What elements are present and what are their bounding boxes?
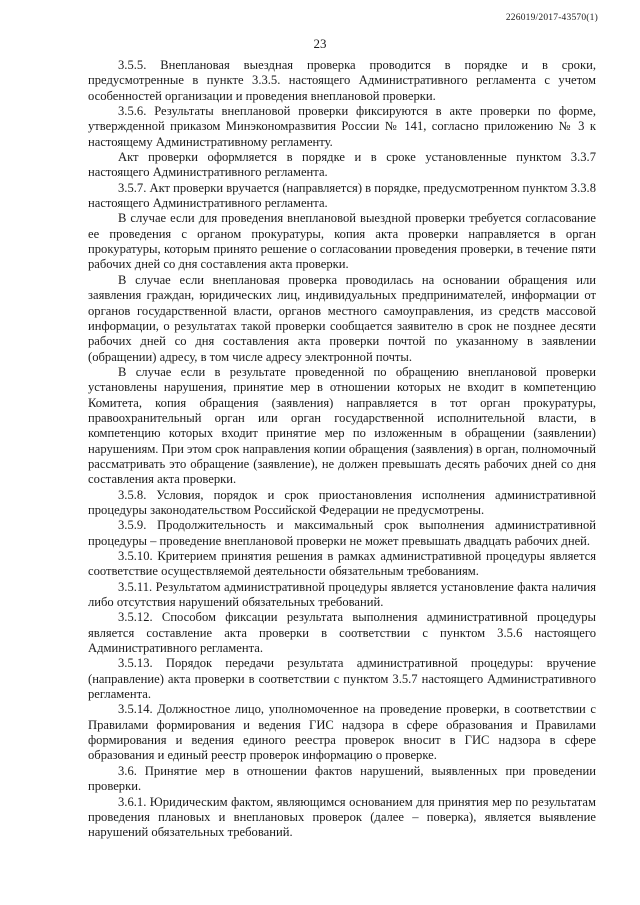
paragraph-violations-referral: В случае если в результате проведенной по обращению внеплановой проверки установлены нарушения, принятие мер в отношении которых не входит в компетенцию Комитета, копия обращения (заявления) направляется в тот орган прокуратуры, правоохранительный орган или орган государственной исполнительной власти, в компетенцию которых входит принятие мер по изложенным в обращении (заявлении) нарушениям. При этом срок направления копии обращения (заявления) в орган, полномочный рассматривать это обращение (заявление), не должен превышать десять рабочих дней со дня составления акта проверки. bbox=[88, 364, 596, 487]
paragraph-3-5-11: 3.5.11. Результатом административной процедуры является установление факта наличия либо отсутствия нарушений обязательных требований. bbox=[88, 579, 596, 610]
paragraph-prosecutor-copy: В случае если для проведения внеплановой выездной проверки требуется согласование ее проведения с органом прокуратуры, копия акта проверки направляется в орган прокуратуры, которым принято решение о согласовании проведения проверки, в течение пяти рабочих дней со дня составления акта проверки. bbox=[88, 211, 596, 272]
paragraph-3-5-10: 3.5.10. Критерием принятия решения в рамках административной процедуры является соответствие осуществляемой деятельности обязательным требованиям. bbox=[88, 549, 596, 579]
paragraph-3-6-1: 3.6.1. Юридическим фактом, являющимся основанием для принятия мер по результатам проведения плановых и внеплановых проверок (далее – поверка), является выявление нарушений обязательных требований. bbox=[88, 794, 596, 840]
page-number: 23 bbox=[313, 36, 327, 51]
document-id: 226019/2017-43570(1) bbox=[505, 13, 598, 23]
paragraph-3-5-7: 3.5.7. Акт проверки вручается (направляется) в порядке, предусмотренном пунктом 3.3.8 настоящего Административного регламента. bbox=[88, 180, 596, 211]
paragraph-applicant-notice: В случае если внеплановая проверка проводилась на основании обращения или заявления граждан, юридических лиц, индивидуальных предпринимателей, информации от органов государственной власти, органов местного самоуправления, из средств массовой информации, о результатах такой проверки сообщается заявителю в срок не позднее десяти рабочих дней со дня составления акта проверки почтой по указанному в заявлении (обращении) адресу, в том числе адресу электронной почты. bbox=[88, 272, 596, 364]
paragraph-3-5-5: 3.5.5. Внеплановая выездная проверка проводится в порядке и в сроки, предусмотренные в пункте 3.3.5. настоящего Административного регламента с учетом особенностей организации и проведения внеплановой проверки. bbox=[88, 58, 596, 103]
paragraph-3-5-6: 3.5.6. Результаты внеплановой проверки фиксируются в акте проверки по форме, утвержденной приказом Минэкономразвития России № 141, согласно приложению № 3 к настоящему Административному регламенту. bbox=[88, 104, 596, 149]
paragraph-act-formalization: Акт проверки оформляется в порядке и в сроке установленные пунктом 3.3.7 настоящего Административного регламента. bbox=[88, 150, 596, 180]
paragraph-3-5-13: 3.5.13. Порядок передачи результата административной процедуры: вручение (направление) акта проверки в соответствии с пунктом 3.5.7 настоящего Административного регламента. bbox=[88, 656, 596, 702]
paragraph-3-5-14: 3.5.14. Должностное лицо, уполномоченное на проведение проверки, в соответствии с Правилами формирования и ведения ГИС надзора в сфере образования и Правилами формирования и ведения единого реестра проверок вносит в ГИС надзора в сфере образования и единый реестр проверок информацию о проверке. bbox=[88, 702, 596, 763]
paragraph-3-5-8: 3.5.8. Условия, порядок и срок приостановления исполнения административной процедуры законодательством Российской Федерации не предусмотрены. bbox=[88, 487, 596, 517]
paragraph-3-5-9: 3.5.9. Продолжительность и максимальный срок выполнения административной процедуры – проведение внеплановой проверки не может превышать двадцать рабочих дней. bbox=[88, 518, 596, 548]
paragraph-3-5-12: 3.5.12. Способом фиксации результата выполнения административной процедуры является составление акта проверки в соответствии с пунктом 3.5.6 настоящего Административного регламента. bbox=[88, 610, 596, 656]
paragraph-3-6: 3.6. Принятие мер в отношении фактов нарушений, выявленных при проведении проверки. bbox=[88, 763, 596, 794]
document-body bbox=[88, 58, 596, 841]
